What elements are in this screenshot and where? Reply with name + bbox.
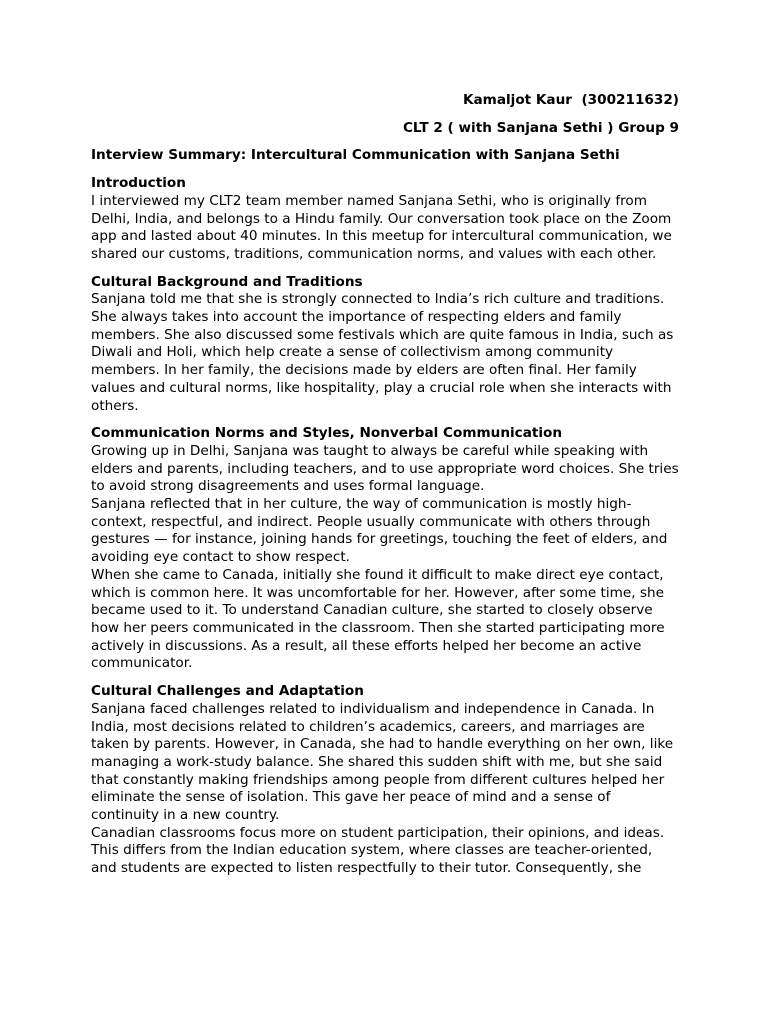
section-heading: Cultural Background and Traditions bbox=[91, 273, 363, 290]
paragraph: When she came to Canada, initially she found it difficult to make direct eye contact, which is common here. It was uncomfortable for her. However, after some time, she became used to it. To understand Canadian culture, she started to closely observe how her peers communicated in the classroom. Then she started participating more actively in discussions. As a result, all these efforts helped her become an active communicator. bbox=[91, 566, 665, 672]
paragraph: Sanjana told me that she is strongly connected to India’s rich culture and traditions. She always takes into account the importance of respecting elders and family members. She also discussed some festivals which are quite famous in India, such as Diwali and Holi, which help create a sense of collectivism among community members. In her family, the decisions made by elders are often final. Her family values and cultural norms, like hospitality, play a crucial role when she interacts with others. bbox=[91, 291, 674, 414]
paragraph: I interviewed my CLT2 team member named Sanjana Sethi, who is originally from Delhi, India, and belongs to a Hindu family. Our conversation took place on the Zoom app and lasted about 40 minutes. In this meetup for intercultural communication, we shared our customs, traditions, communication norms, and values with each other. bbox=[91, 192, 672, 262]
section-cultural-background bbox=[91, 274, 679, 416]
section-challenges-adaptation bbox=[91, 683, 679, 878]
section-heading: Cultural Challenges and Adaptation bbox=[91, 683, 364, 700]
course-line: CLT 2 ( with Sanjana Sethi ) Group 9 bbox=[402, 119, 679, 136]
paragraph: Sanjana reflected that in her culture, the way of communication is mostly high-context, respectful, and indirect. People usually communicate with others through gestures — for instance, joining hands for greetings, touching the feet of elders, and avoiding eye contact to show respect. bbox=[91, 496, 668, 566]
author-line: Kamaljot Kaur (300211632) bbox=[462, 92, 679, 108]
paragraph: Sanjana faced challenges related to individualism and independence in Canada. In India, most decisions related to children’s academics, careers, and marriages are taken by parents. However, in Canada, she had to handle everything on her own, like managing a work-study balance. She shared this sudden shift with me, but she said that constantly making friendships among people from different cultures helped her eliminate the sense of isolation. This gave her peace of mind and a sense of continuity in a new country. bbox=[91, 700, 674, 824]
section-introduction bbox=[91, 175, 679, 264]
section-heading: Introduction bbox=[91, 175, 186, 192]
document-page bbox=[91, 92, 679, 888]
paragraph: Growing up in Delhi, Sanjana was taught to always be careful while speaking with elders and parents, including teachers, and to use appropriate word choices. She tries to avoid strong disagreements and uses formal language. bbox=[91, 442, 679, 495]
section-heading: Communication Norms and Styles, Nonverbal Communication bbox=[91, 425, 563, 442]
paragraph: Canadian classrooms focus more on student participation, their opinions, and ideas. This differs from the Indian education system, where classes are teacher-oriented, and students are expected to listen respectfully to their tutor. Consequently, she bbox=[91, 824, 665, 877]
document-title: Interview Summary: Intercultural Communication with Sanjana Sethi bbox=[91, 147, 620, 164]
section-communication-norms bbox=[91, 425, 679, 673]
